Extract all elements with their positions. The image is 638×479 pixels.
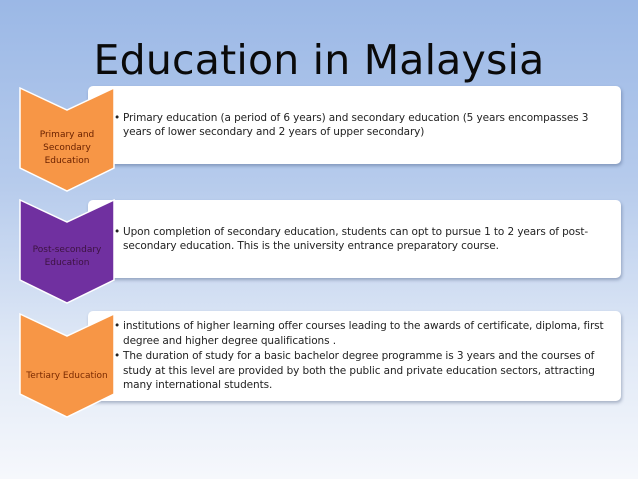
stage-2-label-line-2: Education — [44, 258, 90, 268]
stage-1-label-line-3: Education — [44, 156, 90, 166]
stage-3-label — [24, 370, 110, 383]
stage-3-label-line-1: Tertiary Education — [26, 371, 108, 381]
stage-3-bullet-2: • The duration of study for a basic bachelor degree programme is 3 years and the courses of study at this level are provided by both the public and private education sectors, attracting many international students. — [114, 349, 613, 393]
stage-3-bullet-1: • institutions of higher learning offer courses leading to the awards of certificate, diploma, first degree and higher degree qualifications . — [114, 319, 613, 348]
stage-1-label-line-1: Primary and — [39, 130, 95, 140]
stage-3-chevron-shape — [20, 314, 114, 417]
slide-title: Education in Malaysia — [93, 36, 545, 84]
stage-3-content-box — [88, 311, 621, 401]
stage-2-label — [24, 244, 110, 270]
stage-2-bullet-1: • Upon completion of secondary education, students can opt to pursue 1 to 2 years of post-secondary education. This is the university entrance preparatory course. — [114, 225, 613, 254]
stage-2-content-box — [88, 200, 621, 278]
stage-1-label-line-2: Secondary — [43, 143, 91, 153]
stage-3-chevron — [20, 314, 114, 417]
stage-1-label — [24, 129, 110, 168]
stage-2-label-line-1: Post-secondary — [32, 245, 102, 255]
stage-1-content-box — [88, 86, 621, 164]
stage-1-bullet-1: • Primary education (a period of 6 years) and secondary education (5 years encompasses 3 years of lower secondary and 2 years of upper secondary) — [114, 111, 613, 140]
